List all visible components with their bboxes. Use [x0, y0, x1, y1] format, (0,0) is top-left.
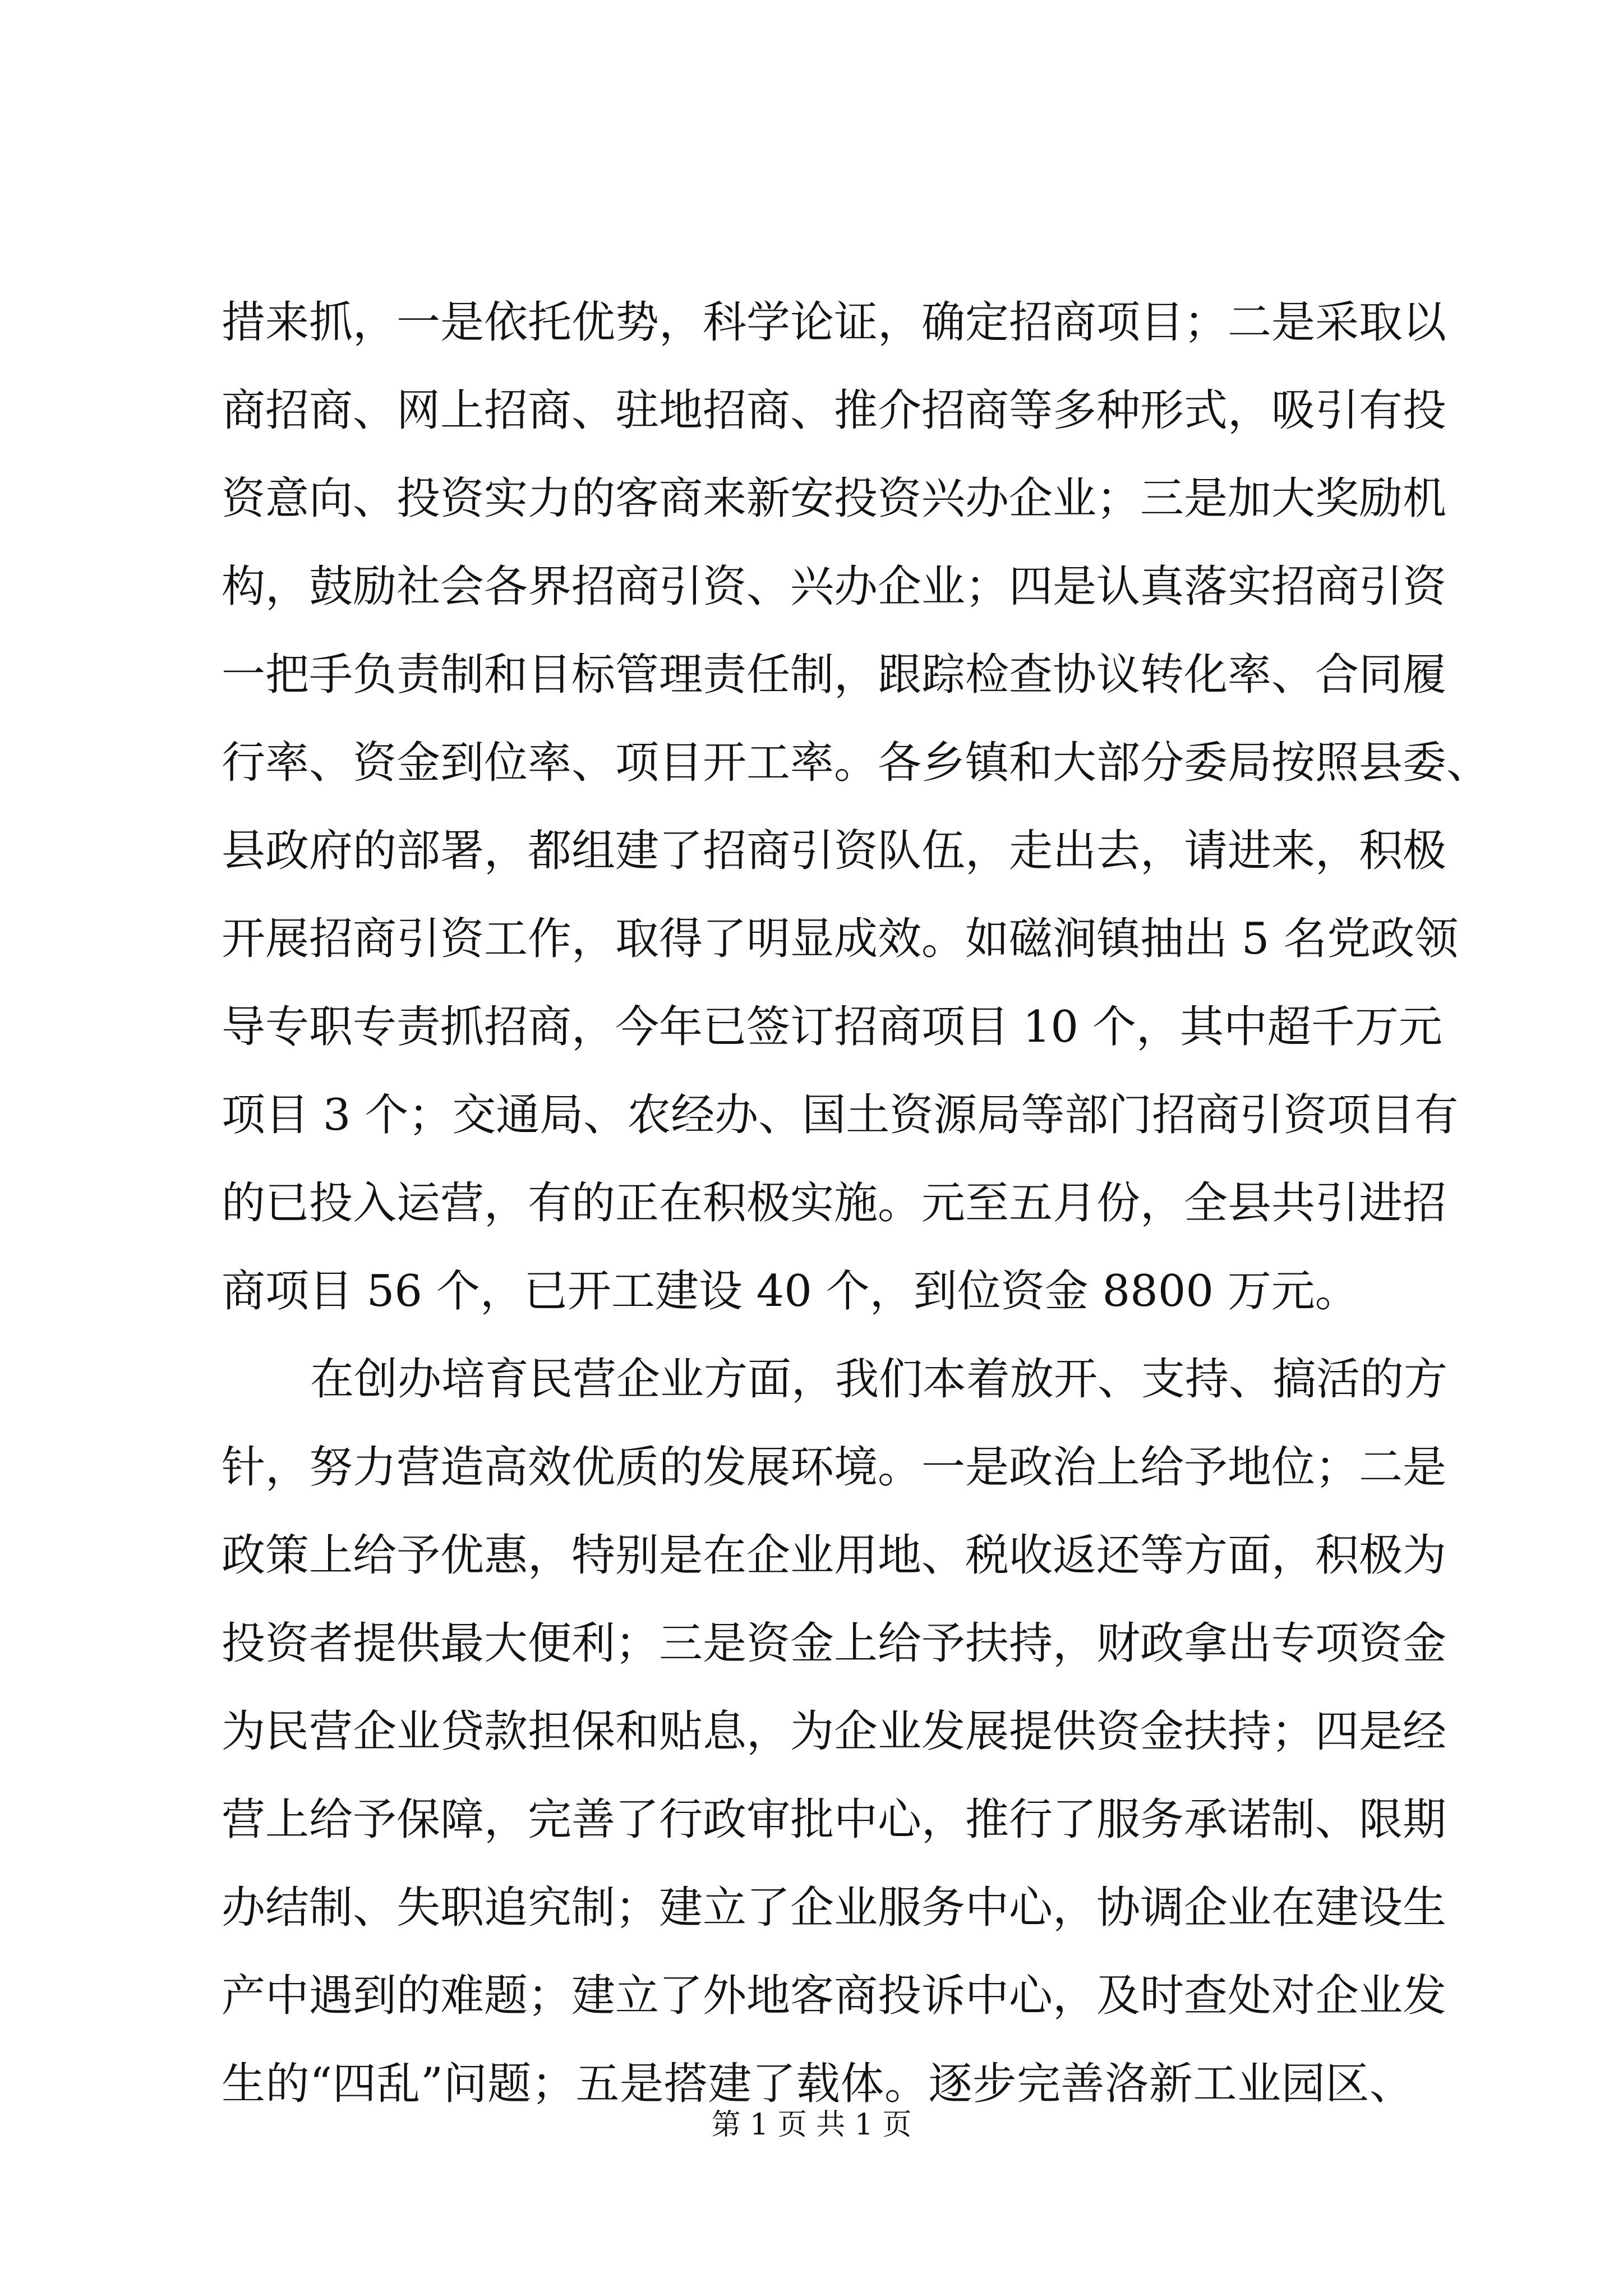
- document-body: [222, 279, 1491, 2128]
- text-line: 办结制、失职追究制；建立了企业服务中心，协调企业在建设生: [222, 1883, 1447, 1933]
- text-line: 构，鼓励社会各界招商引资、兴办企业；四是认真落实招商引资: [222, 562, 1447, 612]
- text-line: 商招商、网上招商、驻地招商、推介招商等多种形式，吸引有投: [222, 385, 1447, 436]
- text-line: 资意向、投资实力的客商来新安投资兴办企业；三是加大奖励机: [222, 473, 1447, 524]
- text-line: 一把手负责制和目标管理责任制，跟踪检查协议转化率、合同履: [222, 650, 1447, 700]
- text-line: 的已投入运营，有的正在积极实施。元至五月份，全县共引进招: [222, 1178, 1447, 1228]
- text-line: 投资者提供最大便利；三是资金上给予扶持，财政拿出专项资金: [222, 1618, 1447, 1669]
- text-line: 措来抓，一是依托优势，科学论证，确定招商项目；二是采取以: [222, 297, 1447, 348]
- page-footer: 第 1 页 共 1 页: [711, 2108, 912, 2142]
- text-line: 导专职专责抓招商，今年已签订招商项目 10 个，其中超千万元: [222, 1002, 1442, 1052]
- text-line: 项目 3 个；交通局、农经办、国土资源局等部门招商引资项目有: [222, 1090, 1459, 1140]
- text-line: 政策上给予优惠，特别是在企业用地、税收返还等方面，积极为: [222, 1530, 1447, 1581]
- text-line: 营上给予保障，完善了行政审批中心，推行了服务承诺制、限期: [222, 1795, 1447, 1845]
- text-line: 生的“四乱”问题；五是搭建了载体。逐步完善洛新工业园区、: [222, 2059, 1413, 2109]
- paragraph-first-line: 在创办培育民营企业方面，我们本着放开、支持、搞活的方: [310, 1354, 1448, 1405]
- text-line: 针，努力营造高效优质的发展环境。一是政治上给予地位；二是: [222, 1442, 1447, 1493]
- text-line: 产中遇到的难题；建立了外地客商投诉中心，及时查处对企业发: [222, 1971, 1447, 2021]
- text-line: 行率、资金到位率、项目开工率。各乡镇和大部分委局按照县委、: [222, 738, 1491, 788]
- text-line: 商项目 56 个，已开工建设 40 个，到位资金 8800 万元。: [222, 1266, 1359, 1317]
- text-line: 县政府的部署，都组建了招商引资队伍，走出去，请进来，积极: [222, 826, 1447, 876]
- text-line: 为民营企业贷款担保和贴息，为企业发展提供资金扶持；四是经: [222, 1706, 1447, 1757]
- text-line: 开展招商引资工作，取得了明显成效。如磁涧镇抽出 5 名党政领: [222, 914, 1459, 964]
